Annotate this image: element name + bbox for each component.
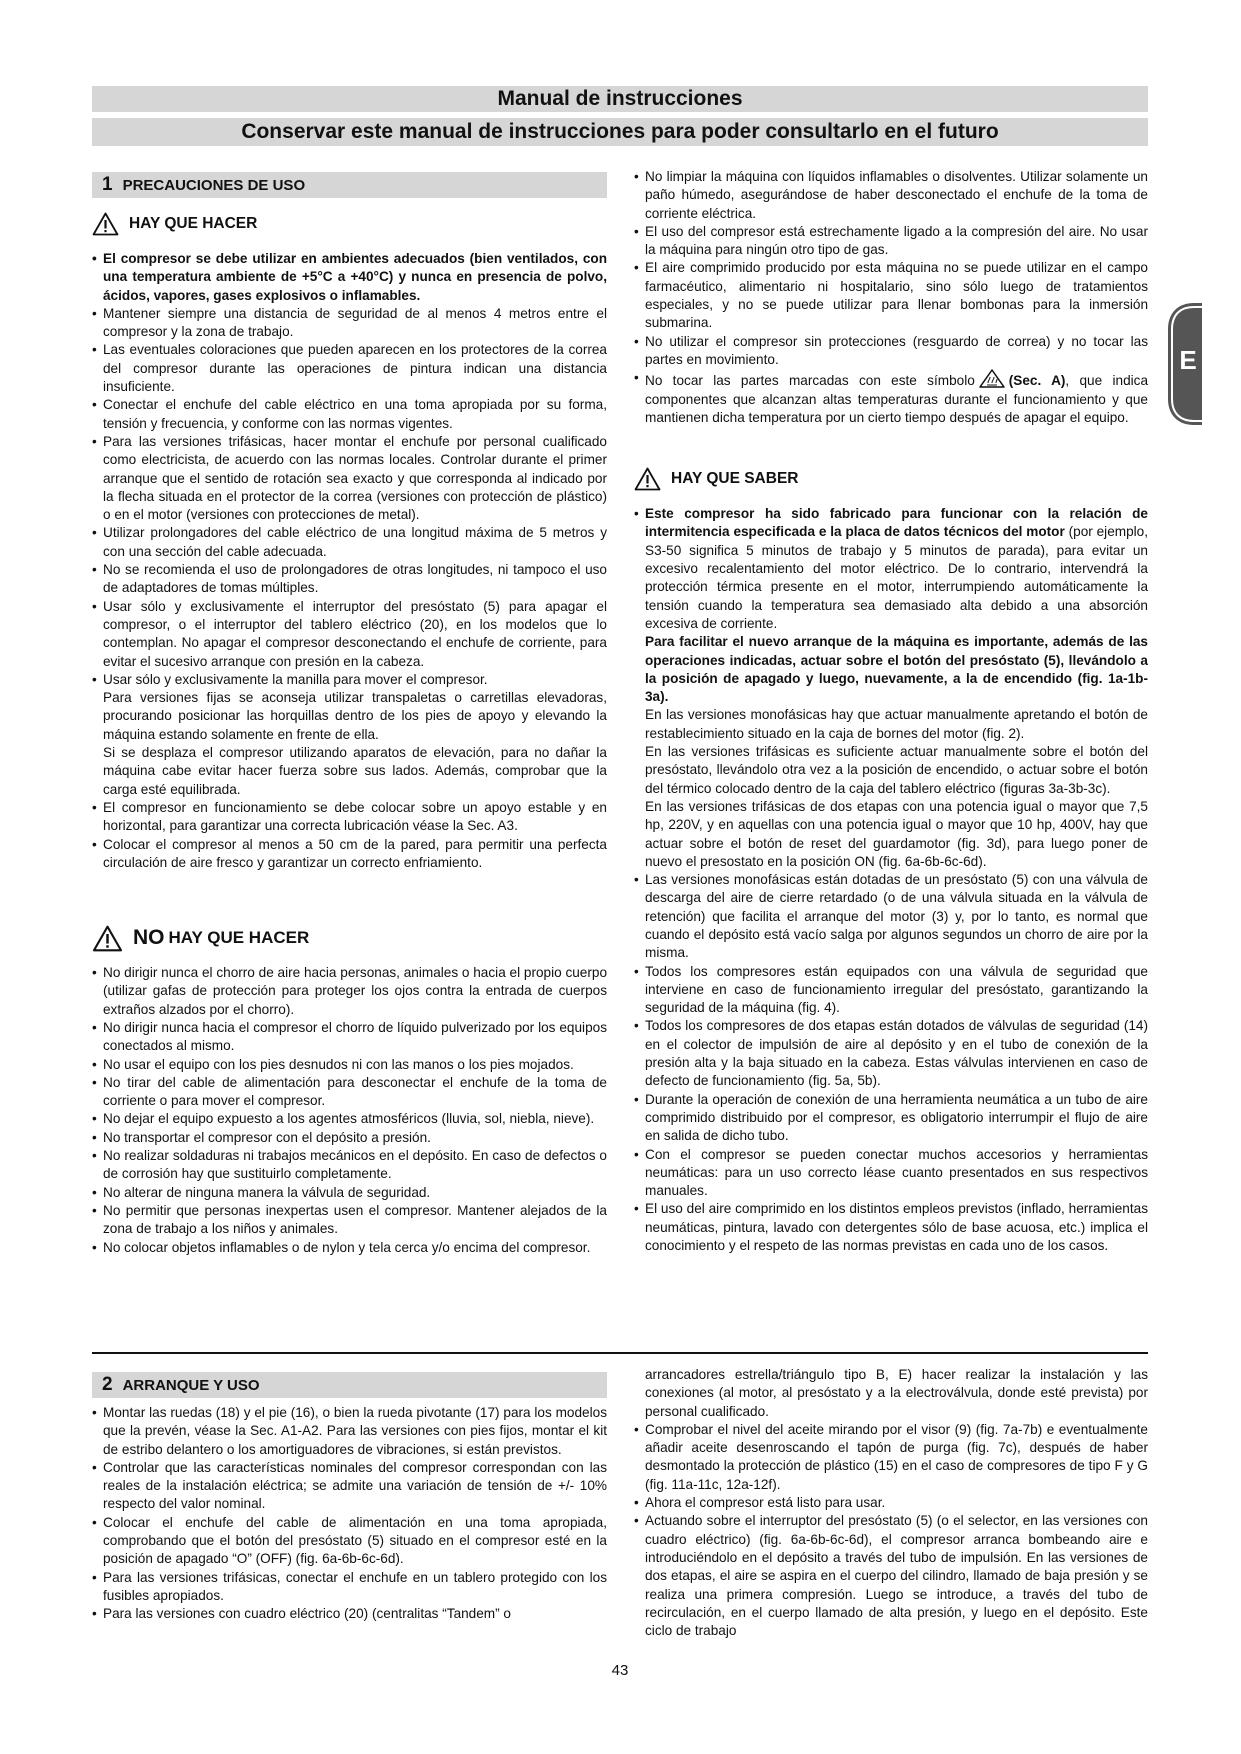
section2-number: 2 (102, 1374, 113, 1395)
do-item: • No limpiar la máquina con líquidos inflamables o disolventes. Utilizar solamente un paño húmedo, asegurándose de haber desconectado el enchufe de la toma de corriente eléctrica. (634, 168, 1148, 223)
startup-item: • Comprobar el nivel del aceite mirando por el visor (9) (fig. 7a-7b) e eventualmente añadir aceite desenroscando el tapón de purga (fig. 7c), después de haber desmontado la protección de plástico (15) en el caso de compresores de tipo F y G (fig. 11a-11c, 12a-12f). (634, 1421, 1148, 1494)
know-item: • Todos los compresores están equipados con una válvula de seguridad que interviene en caso de funcionamiento irregular del presóstato, garantizando la seguridad de la máquina (fig. 4). (634, 963, 1148, 1018)
language-tab-letter: E (1179, 345, 1197, 375)
do-item: • Para las versiones trifásicas, hacer montar el enchufe por personal cualificado como electricista, de acuerdo con las normas locales. Controlar durante el primer arranque que el sentido de rotación sea exacto y que corresponda al indicado por la flecha situada en el protector de la correa (versiones con protección de plástico) o en el motor (versiones con protecciones de metal). (92, 433, 607, 524)
section2-left-column (92, 1372, 607, 1624)
know-item: • El uso del aire comprimido en los distintos empleos previstos (inflado, herramientas neumáticas, pintura, lavado con detergentes sólo de base acuosa, etc.) implica el conocimiento y el respeto de las normas previstas en cada uno de los casos. (634, 1200, 1148, 1255)
startup-item-continued: arrancadores estrella/triángulo tipo B, E) hacer realizar la instalación y las conexiones (al motor, al presóstato y a la electroválvula, donde esté prevista) por personal cualificado. (645, 1367, 1148, 1419)
do-item: • El aire comprimido producido por esta máquina no se puede utilizar en el campo farmacéutico, alimentario ni hospitalario, sino sólo luego de tratamientos especiales, y no se puede utilizar para llenar bombonas para la inmersión submarina. (634, 259, 1148, 332)
do-item: • No se recomienda el uso de prolongadores de otras longitudes, ni tampoco el uso de adaptadores de tomas múltiples. (92, 561, 607, 598)
know-paragraph: En las versiones monofásicas hay que actuar manualmente apretando el botón de restablecimiento situado en la caja de bornes del motor (fig. 2). (645, 707, 1148, 741)
know-paragraph: En las versiones trifásicas de dos etapas con una potencia igual o mayor que 7,5 hp, 220V, y en aquellas con una potencia igual o mayor que 10 hp, 400V, hay que actuar sobre el botón de reset del guardamotor (fig. 3d), para luego poner de nuevo el presostato en la posición ON (fig. 6a-6b-6c-6d). (645, 798, 1148, 869)
dont-item: • No usar el equipo con los pies desnudos ni con las manos o los pies mojados. (92, 1056, 607, 1074)
know-item-bold: Este compresor ha sido fabricado para funcionar con la relación de intermitencia especificada e la placa de datos técnicos del motor (645, 506, 1148, 540)
know-item: • Con el compresor se pueden conectar muchos accesorios y herramientas neumáticas: para un uso correcto léase cuanto presentados en sus respectivos manuales. (634, 1146, 1148, 1201)
page-title: Manual de instrucciones (92, 86, 1148, 112)
page-number: 43 (611, 1662, 629, 1679)
dont-item: • No permitir que personas inexpertas usen el compresor. Mantener alejados de la zona de trabajo a los niños y animales. (92, 1202, 607, 1239)
startup-list (92, 1404, 607, 1624)
section2-right-column (634, 1366, 1148, 1640)
do-item: • El compresor en funcionamiento se debe colocar sobre un apoyo estable y en horizontal, para garantizar una correcta lubricación véase la Sec. A3. (92, 799, 607, 836)
page-subtitle: Conservar este manual de instrucciones para poder consultarlo en el futuro (92, 118, 1148, 146)
do-item: • No utilizar el compresor sin protecciones (resguardo de correa) y no tocar las partes en movimiento. (634, 333, 1148, 370)
section1-title: PRECAUCIONES DE USO (122, 177, 306, 194)
hot-item-text-after: , que indica componentes que alcanzan altas temperaturas durante el funcionamiento y que mantienen dicha temperatura por un cierto tiempo después de apagar el equipo. (645, 373, 1149, 425)
hot-surface-icon (979, 369, 1005, 388)
know-item (634, 505, 1148, 633)
know-item: • Todos los compresores de dos etapas están dotados de válvulas de seguridad (14) en el colector de impulsión de aire al depósito y en el tubo de conexión de la presión alta y la baja situado en la cabeza. Estas válvulas intervienen en caso de defecto de funcionamiento (fig. 5a, 5b). (634, 1017, 1148, 1090)
warning-triangle-icon (92, 212, 119, 236)
do-item-paragraph: Si se desplaza el compresor utilizando aparatos de elevación, para no dañar la máquina cabe evitar hacer fuerza sobre sus lados. Además, comprobar que la carga esté equilibrada. (103, 745, 607, 797)
do-list-continued (634, 168, 1148, 427)
startup-item: • Controlar que las características nominales del compresor correspondan con las reales de la instalación eléctrica; se admite una variación de tensión de +/- 10% respecto del valor nominal. (92, 1459, 607, 1514)
warning-triangle-icon (634, 467, 661, 491)
section1-right-column (634, 168, 1148, 1255)
do-item: • Usar sólo y exclusivamente el interruptor del presóstato (5) para apagar el compresor, o el interruptor del tablero eléctrico (20), en los modelos que lo contemplan. No apagar el compresor desconectando el enchufe de corriente, para evitar el sucesivo arranque con presión en la cabeza. (92, 598, 607, 671)
section1-heading (92, 172, 607, 198)
dont-item: • No dirigir nunca hacia el compresor el chorro de líquido pulverizado por los equipos conectados al mismo. (92, 1019, 607, 1056)
do-item: • Las eventuales coloraciones que pueden aparecen en los protectores de la correa del compresor durante las operaciones de pintura indican una distancia insuficiente. (92, 341, 607, 396)
dont-item: • No alterar de ninguna manera la válvula de seguridad. (92, 1184, 607, 1202)
do-item: • Colocar el compresor al menos a 50 cm de la pared, para permitir una perfecta circulación de aire fresco y garantizar un correcto enfriamiento. (92, 836, 607, 873)
dont-item: • No colocar objetos inflamables o de nylon y tela cerca y/o encima del compresor. (92, 1239, 607, 1257)
know-heading (634, 467, 1148, 491)
do-item-hot-surface (634, 369, 1148, 427)
startup-item: • Actuando sobre el interruptor del presóstato (5) (o el selector, en las versiones con cuadro eléctrico) (fig. 6a-6b-6c-6d), el compresor arranca bombeando aire e introduciéndolo en el depósito a través del tubo de impulsión. En las versiones de dos etapas, el aire se aspira en el cuerpo del cilindro, llamado de baja presión y se realiza una primera compresión. Luego se introduce, a través del tubo de recirculación, en el cuerpo llamado de alta presión, y luego en el depósito. Este ciclo de trabajo (634, 1512, 1148, 1640)
know-paragraph: En las versiones trifásicas es suficiente actuar manualmente sobre el botón del presóstato, llevándolo otra vez a la posición de encendido, o actuar sobre el botón del térmico colocado dentro de la caja del tablero eléctrico (figuras 3a-3b-3c). (645, 744, 1148, 796)
section2-heading (92, 1372, 607, 1398)
section-divider (92, 1352, 1148, 1354)
startup-list-continued (634, 1366, 1148, 1640)
do-item: • El compresor se debe utilizar en ambientes adecuados (bien ventilados, con una temperatura ambiente de +5°C a +40°C) y nunca en presencia de polvo, ácidos, vapores, gases explosivos o inflamables. (92, 250, 607, 305)
startup-item: • Colocar el enchufe del cable de alimentación en una toma apropiada, comprobando que el botón del presóstato (5) situado en el compresor esté en la posición de apagado “O” (OFF) (fig. 6a-6b-6c-6d). (92, 1514, 607, 1569)
do-item: • Usar sólo y exclusivamente la manilla para mover el compresor. (92, 671, 607, 689)
dont-item: • No realizar soldaduras ni trabajos mecánicos en el depósito. En caso de defectos o de corrosión hay que sustituirlo completamente. (92, 1147, 607, 1184)
section1-left-column (92, 172, 607, 1257)
do-heading (92, 212, 607, 236)
dont-title-no: NO (133, 925, 165, 949)
know-paragraph: Para facilitar el nuevo arranque de la máquina es importante, además de las operaciones indicadas, actuar sobre el botón del presóstato (5), llevándolo a la posición de apagado y luego, nuevamente, a la de encendido (fig. 1a-1b-3a). (645, 634, 1148, 705)
dont-title-rest: HAY QUE HACER (168, 927, 310, 947)
dont-item: • No tirar del cable de alimentación para desconectar el enchufe de la toma de corriente o para mover el compresor. (92, 1074, 607, 1111)
know-list (634, 505, 1148, 1255)
hot-item-ref: (Sec. A) (1008, 373, 1066, 389)
startup-item: • Para las versiones con cuadro eléctrico (20) (centralitas “Tandem” o (92, 1605, 607, 1623)
section1-number: 1 (102, 174, 113, 195)
know-title: HAY QUE SABER (671, 470, 799, 487)
section2-title: ARRANQUE Y USO (122, 1377, 260, 1394)
startup-item: • Montar las ruedas (18) y el pie (16), o bien la rueda pivotante (17) para los modelos que la prevén, véase la Sec. A1-A2. Para las versiones con pies fijos, montar el kit de estribo delantero o los amortiguadores de vibraciones, si están previstos. (92, 1404, 607, 1459)
warning-triangle-icon (92, 925, 123, 952)
language-tab (1160, 303, 1202, 425)
dont-heading (92, 926, 607, 950)
dont-item: • No transportar el compresor con el depósito a presión. (92, 1129, 607, 1147)
do-title: HAY QUE HACER (129, 214, 258, 232)
do-list (92, 250, 607, 872)
know-item: • Las versiones monofásicas están dotadas de un presóstato (5) con una válvula de descarga del aire de cierre retardado (o de una válvula situada en la válvula de retención) que facilita el arranque del motor (3) y, por lo tanto, es normal que cuando el depósito está vacío salga por algunos segundos un chorro de aire por la misma. (634, 871, 1148, 962)
do-item: • Conectar el enchufe del cable eléctrico en una toma apropiada por su forma, tensión y frecuencia, y conforme con las normas vigentes. (92, 396, 607, 433)
know-item: • Durante la operación de conexión de una herramienta neumática a un tubo de aire comprimido distribuido por el compresor, es obligatorio interrumpir el flujo de aire en salida de dicho tubo. (634, 1091, 1148, 1146)
do-item: • Mantener siempre una distancia de seguridad de al menos 4 metros entre el compresor y la zona de trabajo. (92, 305, 607, 342)
startup-item: • Para las versiones trifásicas, conectar el enchufe en un tablero protegido con los fusibles apropiados. (92, 1569, 607, 1606)
dont-item: • No dejar el equipo expuesto a los agentes atmosféricos (lluvia, sol, niebla, nieve). (92, 1110, 607, 1128)
do-item-paragraph: Para versiones fijas se aconseja utilizar transpaletas o carretillas elevadoras, procurando posicionar las horquillas dentro de los pies de apoyo y elevando la máquina estando solamente en frente de ella. (103, 690, 607, 742)
dont-list (92, 964, 607, 1257)
do-item: • Utilizar prolongadores del cable eléctrico de una longitud máxima de 5 metros y con una sección del cable adecuada. (92, 524, 607, 561)
hot-item-text: No tocar las partes marcadas con este símbolo (645, 373, 975, 389)
dont-item: • No dirigir nunca el chorro de aire hacia personas, animales o hacia el propio cuerpo (utilizar gafas de protección para proteger los ojos contra la entrada de cuerpos extraños alzados por el chorro). (92, 964, 607, 1019)
startup-item: • Ahora el compresor está listo para usar. (634, 1494, 1148, 1512)
do-item: • El uso del compresor está estrechamente ligado a la compresión del aire. No usar la máquina para ningún otro tipo de gas. (634, 223, 1148, 260)
know-item-rest: (por ejemplo, S3-50 significa 5 minutos de trabajo y 5 minutos de parada), para evitar un excesivo recalentamiento del motor eléctrico. De lo contrario, intervendrá la protección térmica presente en el motor, interrumpiendo automáticamente la tensión cuando la temperatura sea demasiado alta debido a una absorción excesiva de corriente. (645, 524, 1148, 631)
